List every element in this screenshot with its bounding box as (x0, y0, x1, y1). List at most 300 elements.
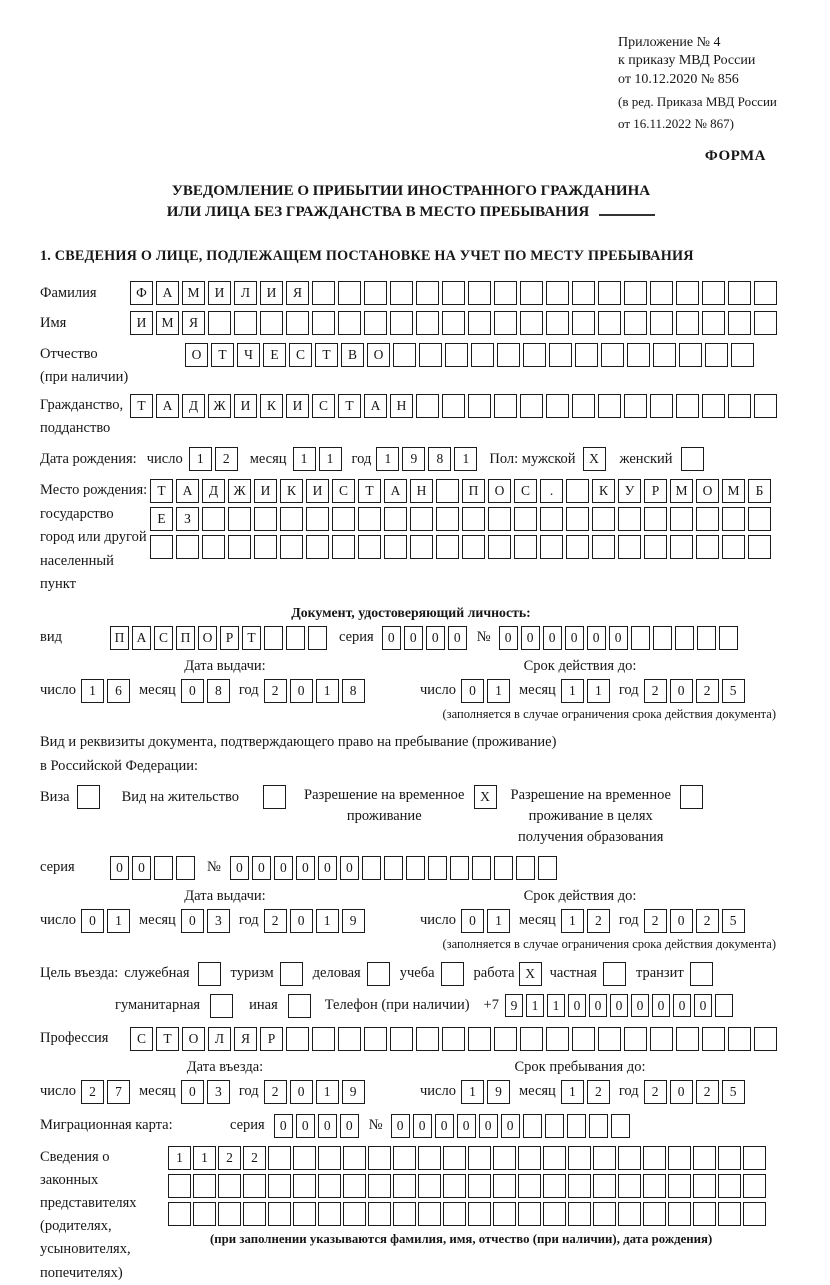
char-cell[interactable] (268, 1174, 291, 1198)
char-cell[interactable] (318, 1174, 341, 1198)
char-cell[interactable] (468, 1027, 491, 1051)
char-cell[interactable] (384, 507, 407, 531)
char-cell[interactable]: 1 (461, 1080, 484, 1104)
char-cell[interactable] (368, 1202, 391, 1226)
char-cell[interactable] (416, 394, 439, 418)
char-cell[interactable]: Р (260, 1027, 283, 1051)
char-cell[interactable]: 0 (181, 679, 204, 703)
char-cell[interactable]: У (618, 479, 641, 503)
char-cell[interactable]: 1 (454, 447, 477, 471)
char-cell[interactable] (390, 281, 413, 305)
char-cell[interactable]: Т (338, 394, 361, 418)
char-cell[interactable] (572, 311, 595, 335)
char-cell[interactable]: Т (130, 394, 153, 418)
char-cell[interactable] (718, 1174, 741, 1198)
char-cell[interactable]: 2 (218, 1146, 241, 1170)
char-cell[interactable] (702, 1027, 725, 1051)
char-cell[interactable] (754, 394, 777, 418)
char-cell[interactable]: 1 (587, 679, 610, 703)
char-cell[interactable] (618, 535, 641, 559)
char-cell[interactable]: 0 (296, 856, 315, 880)
char-cell[interactable] (731, 343, 754, 367)
char-cell[interactable]: 0 (543, 626, 562, 650)
char-cell[interactable] (493, 1202, 516, 1226)
char-cell[interactable] (442, 1027, 465, 1051)
char-cell[interactable]: 0 (670, 679, 693, 703)
char-cell[interactable] (243, 1174, 266, 1198)
char-cell[interactable] (618, 1174, 641, 1198)
char-cell[interactable] (494, 394, 517, 418)
char-cell[interactable] (367, 962, 390, 986)
char-cell[interactable] (593, 1174, 616, 1198)
char-cell[interactable] (702, 311, 725, 335)
char-cell[interactable] (593, 1202, 616, 1226)
char-cell[interactable] (306, 507, 329, 531)
char-cell[interactable] (754, 281, 777, 305)
char-cell[interactable] (598, 281, 621, 305)
char-cell[interactable]: 0 (694, 994, 712, 1017)
char-cell[interactable] (743, 1146, 766, 1170)
char-cell[interactable]: 9 (487, 1080, 510, 1104)
char-cell[interactable]: 1 (526, 994, 544, 1017)
char-cell[interactable]: О (367, 343, 390, 367)
char-cell[interactable]: 8 (428, 447, 451, 471)
char-cell[interactable]: О (185, 343, 208, 367)
char-cell[interactable] (598, 394, 621, 418)
char-cell[interactable] (468, 1146, 491, 1170)
char-cell[interactable]: 0 (448, 626, 467, 650)
char-cell[interactable] (676, 311, 699, 335)
char-cell[interactable]: Т (358, 479, 381, 503)
char-cell[interactable] (650, 311, 673, 335)
char-cell[interactable] (543, 1202, 566, 1226)
char-cell[interactable]: П (462, 479, 485, 503)
char-cell[interactable] (624, 281, 647, 305)
char-cell[interactable]: 0 (501, 1114, 520, 1138)
char-cell[interactable]: И (208, 281, 231, 305)
char-cell[interactable]: 0 (181, 1080, 204, 1104)
char-cell[interactable]: 0 (568, 994, 586, 1017)
char-cell[interactable]: О (696, 479, 719, 503)
char-cell[interactable] (540, 535, 563, 559)
char-cell[interactable]: 1 (316, 1080, 339, 1104)
char-cell[interactable] (627, 343, 650, 367)
char-cell[interactable] (468, 1202, 491, 1226)
char-cell[interactable] (546, 281, 569, 305)
char-cell[interactable]: 0 (499, 626, 518, 650)
char-cell[interactable] (243, 1202, 266, 1226)
char-cell[interactable] (748, 535, 771, 559)
char-cell[interactable]: И (306, 479, 329, 503)
char-cell[interactable] (364, 311, 387, 335)
char-cell[interactable]: 0 (290, 1080, 313, 1104)
char-cell[interactable] (416, 1027, 439, 1051)
char-cell[interactable]: С (289, 343, 312, 367)
char-cell[interactable]: К (260, 394, 283, 418)
char-cell[interactable]: 5 (722, 1080, 745, 1104)
char-cell[interactable] (210, 994, 233, 1018)
char-cell[interactable]: 8 (207, 679, 230, 703)
char-cell[interactable] (208, 311, 231, 335)
char-cell[interactable]: 0 (81, 909, 104, 933)
char-cell[interactable]: 1 (376, 447, 399, 471)
char-cell[interactable]: Я (182, 311, 205, 335)
char-cell[interactable] (754, 1027, 777, 1051)
char-cell[interactable] (436, 479, 459, 503)
char-cell[interactable] (436, 535, 459, 559)
char-cell[interactable]: П (110, 626, 129, 650)
char-cell[interactable]: 0 (609, 626, 628, 650)
char-cell[interactable]: Н (410, 479, 433, 503)
char-cell[interactable] (343, 1146, 366, 1170)
char-cell[interactable] (546, 311, 569, 335)
char-cell[interactable]: 2 (587, 1080, 610, 1104)
char-cell[interactable]: З (176, 507, 199, 531)
char-cell[interactable]: 0 (274, 856, 293, 880)
char-cell[interactable]: 0 (652, 994, 670, 1017)
char-cell[interactable]: Я (286, 281, 309, 305)
char-cell[interactable] (643, 1174, 666, 1198)
char-cell[interactable] (572, 1027, 595, 1051)
char-cell[interactable] (442, 311, 465, 335)
char-cell[interactable]: Т (211, 343, 234, 367)
char-cell[interactable]: 6 (107, 679, 130, 703)
char-cell[interactable] (705, 343, 728, 367)
char-cell[interactable] (494, 856, 513, 880)
char-cell[interactable] (650, 281, 673, 305)
char-cell[interactable] (494, 1027, 517, 1051)
char-cell[interactable] (653, 343, 676, 367)
char-cell[interactable]: А (156, 281, 179, 305)
char-cell[interactable]: 0 (340, 856, 359, 880)
char-cell[interactable] (518, 1174, 541, 1198)
char-cell[interactable]: 9 (342, 1080, 365, 1104)
char-cell[interactable]: 2 (264, 1080, 287, 1104)
char-cell[interactable] (406, 856, 425, 880)
char-cell[interactable] (676, 281, 699, 305)
char-cell[interactable] (543, 1174, 566, 1198)
char-cell[interactable] (286, 626, 305, 650)
char-cell[interactable]: 0 (565, 626, 584, 650)
char-cell[interactable]: 0 (290, 679, 313, 703)
char-cell[interactable] (368, 1174, 391, 1198)
char-cell[interactable]: Ф (130, 281, 153, 305)
char-cell[interactable] (523, 343, 546, 367)
char-cell[interactable] (418, 1202, 441, 1226)
char-cell[interactable] (293, 1146, 316, 1170)
char-cell[interactable]: 1 (561, 909, 584, 933)
char-cell[interactable] (679, 343, 702, 367)
char-cell[interactable]: 1 (168, 1146, 191, 1170)
char-cell[interactable] (696, 507, 719, 531)
char-cell[interactable]: 0 (132, 856, 151, 880)
char-cell[interactable] (693, 1202, 716, 1226)
char-cell[interactable] (693, 1174, 716, 1198)
char-cell[interactable]: 1 (316, 909, 339, 933)
char-cell[interactable]: 0 (382, 626, 401, 650)
char-cell[interactable]: М (722, 479, 745, 503)
char-cell[interactable] (611, 1114, 630, 1138)
char-cell[interactable] (332, 507, 355, 531)
char-cell[interactable] (416, 281, 439, 305)
char-cell[interactable] (680, 785, 703, 809)
char-cell[interactable]: Ж (208, 394, 231, 418)
char-cell[interactable] (575, 343, 598, 367)
char-cell[interactable] (176, 856, 195, 880)
char-cell[interactable] (618, 1146, 641, 1170)
char-cell[interactable] (598, 311, 621, 335)
char-cell[interactable] (668, 1202, 691, 1226)
char-cell[interactable] (516, 856, 535, 880)
char-cell[interactable]: Л (208, 1027, 231, 1051)
char-cell[interactable] (670, 507, 693, 531)
char-cell[interactable]: X (519, 962, 542, 986)
char-cell[interactable] (260, 311, 283, 335)
char-cell[interactable]: 0 (610, 994, 628, 1017)
char-cell[interactable] (343, 1202, 366, 1226)
char-cell[interactable] (546, 394, 569, 418)
char-cell[interactable] (545, 1114, 564, 1138)
char-cell[interactable]: 0 (461, 679, 484, 703)
char-cell[interactable]: Я (234, 1027, 257, 1051)
char-cell[interactable]: Ч (237, 343, 260, 367)
char-cell[interactable]: А (132, 626, 151, 650)
char-cell[interactable] (445, 343, 468, 367)
char-cell[interactable]: И (286, 394, 309, 418)
char-cell[interactable]: 1 (293, 447, 316, 471)
char-cell[interactable]: К (592, 479, 615, 503)
char-cell[interactable]: О (198, 626, 217, 650)
char-cell[interactable] (306, 535, 329, 559)
char-cell[interactable] (384, 856, 403, 880)
char-cell[interactable] (368, 1146, 391, 1170)
char-cell[interactable]: 2 (243, 1146, 266, 1170)
char-cell[interactable] (280, 507, 303, 531)
char-cell[interactable] (364, 1027, 387, 1051)
char-cell[interactable] (494, 281, 517, 305)
char-cell[interactable]: 2 (264, 909, 287, 933)
char-cell[interactable] (268, 1146, 291, 1170)
char-cell[interactable]: 1 (487, 679, 510, 703)
char-cell[interactable] (693, 1146, 716, 1170)
char-cell[interactable]: 1 (316, 679, 339, 703)
char-cell[interactable]: А (364, 394, 387, 418)
char-cell[interactable] (234, 311, 257, 335)
char-cell[interactable] (286, 311, 309, 335)
char-cell[interactable]: 0 (521, 626, 540, 650)
char-cell[interactable] (468, 281, 491, 305)
char-cell[interactable] (410, 507, 433, 531)
char-cell[interactable]: 0 (391, 1114, 410, 1138)
char-cell[interactable] (254, 507, 277, 531)
char-cell[interactable] (743, 1202, 766, 1226)
char-cell[interactable] (719, 626, 738, 650)
char-cell[interactable] (441, 962, 464, 986)
char-cell[interactable] (702, 394, 725, 418)
char-cell[interactable] (520, 311, 543, 335)
char-cell[interactable] (436, 507, 459, 531)
char-cell[interactable] (312, 1027, 335, 1051)
char-cell[interactable]: Н (390, 394, 413, 418)
char-cell[interactable] (393, 1202, 416, 1226)
char-cell[interactable] (644, 507, 667, 531)
char-cell[interactable] (488, 507, 511, 531)
char-cell[interactable] (670, 535, 693, 559)
char-cell[interactable] (728, 394, 751, 418)
char-cell[interactable] (697, 626, 716, 650)
char-cell[interactable] (468, 311, 491, 335)
char-cell[interactable] (493, 1146, 516, 1170)
char-cell[interactable] (743, 1174, 766, 1198)
char-cell[interactable] (494, 311, 517, 335)
char-cell[interactable]: 2 (696, 679, 719, 703)
char-cell[interactable] (520, 281, 543, 305)
char-cell[interactable]: 2 (264, 679, 287, 703)
char-cell[interactable]: 0 (435, 1114, 454, 1138)
char-cell[interactable] (718, 1202, 741, 1226)
char-cell[interactable] (362, 856, 381, 880)
char-cell[interactable] (722, 535, 745, 559)
char-cell[interactable] (518, 1202, 541, 1226)
char-cell[interactable]: А (176, 479, 199, 503)
char-cell[interactable] (364, 281, 387, 305)
char-cell[interactable] (728, 311, 751, 335)
char-cell[interactable]: 1 (547, 994, 565, 1017)
char-cell[interactable]: И (130, 311, 153, 335)
char-cell[interactable]: 0 (413, 1114, 432, 1138)
char-cell[interactable] (393, 1174, 416, 1198)
char-cell[interactable] (154, 856, 173, 880)
char-cell[interactable] (718, 1146, 741, 1170)
char-cell[interactable] (450, 856, 469, 880)
char-cell[interactable] (428, 856, 447, 880)
char-cell[interactable]: Т (156, 1027, 179, 1051)
char-cell[interactable] (308, 626, 327, 650)
char-cell[interactable]: 2 (696, 1080, 719, 1104)
char-cell[interactable]: 0 (290, 909, 313, 933)
char-cell[interactable] (442, 394, 465, 418)
char-cell[interactable] (168, 1202, 191, 1226)
char-cell[interactable] (589, 1114, 608, 1138)
char-cell[interactable] (520, 394, 543, 418)
char-cell[interactable] (393, 1146, 416, 1170)
char-cell[interactable] (77, 785, 100, 809)
char-cell[interactable]: И (234, 394, 257, 418)
char-cell[interactable]: 0 (461, 909, 484, 933)
char-cell[interactable] (193, 1202, 216, 1226)
char-cell[interactable]: 0 (181, 909, 204, 933)
char-cell[interactable] (650, 1027, 673, 1051)
char-cell[interactable]: Т (242, 626, 261, 650)
char-cell[interactable]: 9 (402, 447, 425, 471)
char-cell[interactable] (624, 394, 647, 418)
char-cell[interactable]: Д (202, 479, 225, 503)
char-cell[interactable] (546, 1027, 569, 1051)
char-cell[interactable]: К (280, 479, 303, 503)
char-cell[interactable] (418, 1146, 441, 1170)
char-cell[interactable]: 9 (342, 909, 365, 933)
char-cell[interactable]: И (254, 479, 277, 503)
char-cell[interactable]: 0 (589, 994, 607, 1017)
char-cell[interactable] (443, 1146, 466, 1170)
char-cell[interactable]: С (154, 626, 173, 650)
char-cell[interactable] (218, 1174, 241, 1198)
char-cell[interactable] (523, 1114, 542, 1138)
char-cell[interactable]: Е (150, 507, 173, 531)
char-cell[interactable] (410, 535, 433, 559)
char-cell[interactable] (618, 1202, 641, 1226)
char-cell[interactable] (462, 535, 485, 559)
char-cell[interactable]: 0 (318, 1114, 337, 1138)
char-cell[interactable] (728, 1027, 751, 1051)
char-cell[interactable]: 1 (107, 909, 130, 933)
char-cell[interactable] (702, 281, 725, 305)
char-cell[interactable] (384, 535, 407, 559)
char-cell[interactable]: 2 (215, 447, 238, 471)
char-cell[interactable]: 0 (252, 856, 271, 880)
char-cell[interactable]: Б (748, 479, 771, 503)
char-cell[interactable] (318, 1146, 341, 1170)
char-cell[interactable] (566, 535, 589, 559)
char-cell[interactable]: В (341, 343, 364, 367)
char-cell[interactable]: 0 (479, 1114, 498, 1138)
char-cell[interactable]: Ж (228, 479, 251, 503)
char-cell[interactable] (358, 535, 381, 559)
char-cell[interactable] (568, 1202, 591, 1226)
char-cell[interactable] (343, 1174, 366, 1198)
char-cell[interactable] (566, 479, 589, 503)
char-cell[interactable] (268, 1202, 291, 1226)
char-cell[interactable] (254, 535, 277, 559)
char-cell[interactable] (598, 1027, 621, 1051)
char-cell[interactable] (288, 994, 311, 1018)
char-cell[interactable] (593, 1146, 616, 1170)
char-cell[interactable]: Т (315, 343, 338, 367)
char-cell[interactable] (318, 1202, 341, 1226)
char-cell[interactable]: 7 (107, 1080, 130, 1104)
char-cell[interactable] (332, 535, 355, 559)
char-cell[interactable]: 0 (404, 626, 423, 650)
char-cell[interactable]: С (130, 1027, 153, 1051)
char-cell[interactable] (540, 507, 563, 531)
char-cell[interactable]: 2 (696, 909, 719, 933)
char-cell[interactable]: 0 (673, 994, 691, 1017)
char-cell[interactable] (338, 281, 361, 305)
char-cell[interactable]: X (474, 785, 497, 809)
char-cell[interactable] (168, 1174, 191, 1198)
char-cell[interactable] (312, 311, 335, 335)
char-cell[interactable] (696, 535, 719, 559)
char-cell[interactable]: 0 (230, 856, 249, 880)
char-cell[interactable] (202, 507, 225, 531)
char-cell[interactable] (393, 343, 416, 367)
char-cell[interactable] (416, 311, 439, 335)
char-cell[interactable]: О (182, 1027, 205, 1051)
char-cell[interactable] (488, 535, 511, 559)
char-cell[interactable]: 0 (670, 909, 693, 933)
char-cell[interactable]: А (384, 479, 407, 503)
char-cell[interactable] (312, 281, 335, 305)
char-cell[interactable]: 1 (193, 1146, 216, 1170)
char-cell[interactable] (176, 535, 199, 559)
char-cell[interactable] (568, 1146, 591, 1170)
char-cell[interactable] (263, 785, 286, 809)
char-cell[interactable] (624, 1027, 647, 1051)
char-cell[interactable] (676, 394, 699, 418)
char-cell[interactable]: 2 (644, 679, 667, 703)
char-cell[interactable] (549, 343, 572, 367)
char-cell[interactable]: 0 (340, 1114, 359, 1138)
